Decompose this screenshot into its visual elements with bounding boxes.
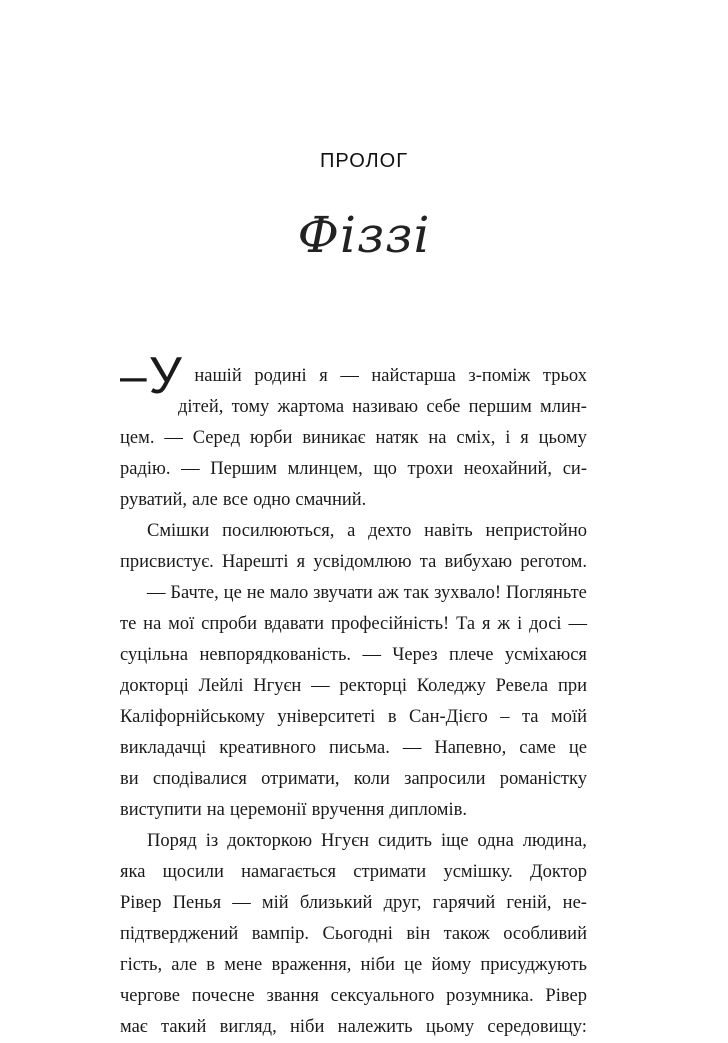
word: Поряд [147, 831, 197, 851]
word: я [296, 552, 306, 572]
text-line [120, 795, 587, 826]
word: Погляньте [505, 583, 587, 603]
text-line [120, 423, 587, 454]
word: зухвало! [434, 583, 502, 603]
word: ректорці [339, 676, 407, 696]
text-line [120, 392, 587, 423]
word: ніби [290, 1017, 325, 1037]
word: Через [392, 645, 438, 665]
body-text [120, 347, 587, 1043]
word: мій [261, 893, 289, 913]
word: першим [468, 397, 532, 417]
word: Сан-Дієго [409, 707, 488, 727]
word: Лейлі [198, 676, 244, 696]
word: Рівер [545, 986, 587, 1006]
word: запросили [404, 769, 486, 789]
word: те [120, 614, 137, 634]
word: Пенья [172, 893, 222, 913]
word: усмішку. [443, 862, 513, 882]
text-line [120, 919, 587, 950]
text-line [120, 857, 587, 888]
word: має [120, 1017, 148, 1037]
word: ніби [360, 955, 395, 975]
word: Серед [192, 428, 241, 448]
word: церемонії [229, 800, 307, 820]
word: чергове [120, 986, 180, 1006]
word: гість, [120, 955, 163, 975]
word: навіть [424, 521, 473, 541]
word: дехто [368, 521, 412, 541]
word: йому [431, 955, 472, 975]
word: і [505, 428, 511, 448]
word: радію. [120, 459, 171, 479]
word: моїй [550, 707, 587, 727]
word: цем. [120, 428, 155, 448]
word: Сьогодні [322, 924, 393, 944]
section-heading: ПРОЛОГ [319, 150, 409, 172]
word: Нгуєн [253, 676, 302, 696]
word: себе [426, 397, 461, 417]
word: цьому [425, 1017, 475, 1037]
word: Смішки [147, 521, 210, 541]
word: яка [120, 862, 146, 882]
word: викладачці [120, 738, 207, 758]
word: непристойно [485, 521, 587, 541]
word: на [428, 428, 447, 448]
word: найстарша [371, 366, 456, 386]
word: романістку [499, 769, 587, 789]
text-line [120, 609, 587, 640]
word: присвистує. [120, 552, 214, 572]
text-line [120, 1012, 587, 1043]
word: млинцем, [287, 459, 363, 479]
word: — [340, 366, 359, 386]
word: вигляд, [219, 1017, 277, 1037]
text-line [120, 826, 587, 857]
word: аж [377, 583, 399, 603]
word: звання [266, 986, 319, 1006]
word: професійність! [330, 614, 450, 634]
text-line [120, 485, 587, 516]
word: стримати [353, 862, 427, 882]
word: одна [477, 831, 514, 851]
word: не- [562, 893, 587, 913]
word: в [206, 955, 216, 975]
word: Нгуєн [321, 831, 370, 851]
word: близький [299, 893, 373, 913]
word: дипломів. [389, 800, 467, 820]
word: саме [519, 738, 556, 758]
word: виникає [302, 428, 366, 448]
text-line [120, 950, 587, 981]
word: гарячий [432, 893, 496, 913]
word: смачний. [295, 490, 367, 510]
word: я [520, 428, 529, 448]
word: вдавати [263, 614, 325, 634]
word: мене [224, 955, 263, 975]
word: реготом. [520, 552, 587, 572]
word: вампір. [251, 924, 310, 944]
word: на [143, 614, 162, 634]
word: та [419, 552, 437, 572]
text-line [120, 888, 587, 919]
word: нашій [194, 366, 242, 386]
word: це [223, 583, 242, 603]
word: докторці [120, 676, 189, 696]
word: усміхаюся [504, 645, 587, 665]
word: в [387, 707, 397, 727]
word: я [319, 366, 328, 386]
word: — [164, 428, 183, 448]
word: юрби [250, 428, 293, 448]
word: сексуального [330, 986, 435, 1006]
word: Бачте, [170, 583, 219, 603]
word: особливий [503, 924, 587, 944]
word: і [517, 614, 523, 634]
word: мої [168, 614, 195, 634]
word: невпорядкованість. [199, 645, 352, 665]
word: — [402, 738, 422, 758]
word: креативного [219, 738, 316, 758]
word: жартома [277, 397, 345, 417]
text-line [120, 671, 587, 702]
word: також [443, 924, 490, 944]
word: університеті [277, 707, 376, 727]
word: Першим [210, 459, 277, 479]
word: це [404, 955, 423, 975]
word: Коледжу [416, 676, 486, 696]
text-line [120, 764, 587, 795]
drop-cap: У [148, 347, 182, 405]
word: звучати [313, 583, 373, 603]
text-line [120, 702, 587, 733]
dialogue-dash: – [120, 350, 147, 403]
word: усвідомлюю [313, 552, 412, 572]
word: ви [120, 769, 139, 789]
word: а [347, 521, 356, 541]
word: – [500, 707, 510, 727]
word: належить [337, 1017, 413, 1037]
word: Каліфорнійському [120, 707, 265, 727]
word: не [246, 583, 265, 603]
word: Нарешті [221, 552, 289, 572]
word: що [373, 459, 397, 479]
word: цьому [538, 428, 587, 448]
word: ж [497, 614, 511, 634]
word: — [232, 893, 251, 913]
word: плече [449, 645, 494, 665]
text-line [120, 547, 587, 578]
word: але [171, 955, 198, 975]
word: геній, [506, 893, 552, 913]
word: тому [231, 397, 270, 417]
word: докторкою [227, 831, 313, 851]
word: він [406, 924, 431, 944]
word: так [403, 583, 430, 603]
word: з-поміж [468, 366, 531, 386]
word: людина, [522, 831, 587, 851]
word: почесне [191, 986, 255, 1006]
word: си- [562, 459, 587, 479]
word: я [482, 614, 491, 634]
word: сподівалися [152, 769, 247, 789]
word: підтверджений [120, 924, 239, 944]
word: виступити [120, 800, 202, 820]
word: враження, [271, 955, 352, 975]
word: — [568, 614, 587, 634]
word: Доктор [530, 862, 587, 882]
word: — [362, 645, 381, 665]
word: спроби [201, 614, 258, 634]
word: досі [529, 614, 562, 634]
word: неохайний, [463, 459, 553, 479]
text-line [120, 347, 587, 405]
word: присуджують [480, 955, 587, 975]
word: посилюються, [222, 521, 335, 541]
word: Напевно, [434, 738, 507, 758]
word: при [557, 676, 587, 696]
word: розумника. [446, 986, 534, 1006]
word: вибухаю [444, 552, 513, 572]
word: — [181, 459, 200, 479]
word: це [568, 738, 587, 758]
word: Ревела [495, 676, 549, 696]
word: коли [353, 769, 390, 789]
word: родині [254, 366, 307, 386]
word: на [206, 800, 225, 820]
word: отримати, [261, 769, 340, 789]
word: трохи [407, 459, 454, 479]
word: — [147, 583, 166, 603]
text-line [120, 454, 587, 485]
word: дітей, [178, 397, 224, 417]
word: щосили [162, 862, 224, 882]
word: друг, [383, 893, 422, 913]
word: письма. [328, 738, 390, 758]
word: сидить [378, 831, 432, 851]
word: трьох [542, 366, 587, 386]
text-line [120, 640, 587, 671]
word: та [521, 707, 539, 727]
word: натяк [375, 428, 419, 448]
word: намагається [241, 862, 336, 882]
text-line [120, 516, 587, 547]
word: одно [253, 490, 291, 510]
word: руватий, [120, 490, 187, 510]
word: із [205, 831, 219, 851]
word: називаю [352, 397, 419, 417]
text-line [120, 578, 587, 609]
word: середовищу: [487, 1017, 587, 1037]
word: — [311, 676, 330, 696]
word: Рівер [120, 893, 162, 913]
word: все [222, 490, 249, 510]
word: такий [161, 1017, 207, 1037]
drop-cap-group [120, 347, 182, 405]
text-line [120, 981, 587, 1012]
word: млин- [540, 397, 587, 417]
word: мало [269, 583, 309, 603]
chapter-title: Фіззі [297, 206, 431, 264]
word: вручення [311, 800, 385, 820]
text-line [120, 733, 587, 764]
word: Та [456, 614, 476, 634]
word: сміх, [456, 428, 496, 448]
word: суцільна [120, 645, 189, 665]
word: іще [440, 831, 469, 851]
word: але [192, 490, 218, 510]
